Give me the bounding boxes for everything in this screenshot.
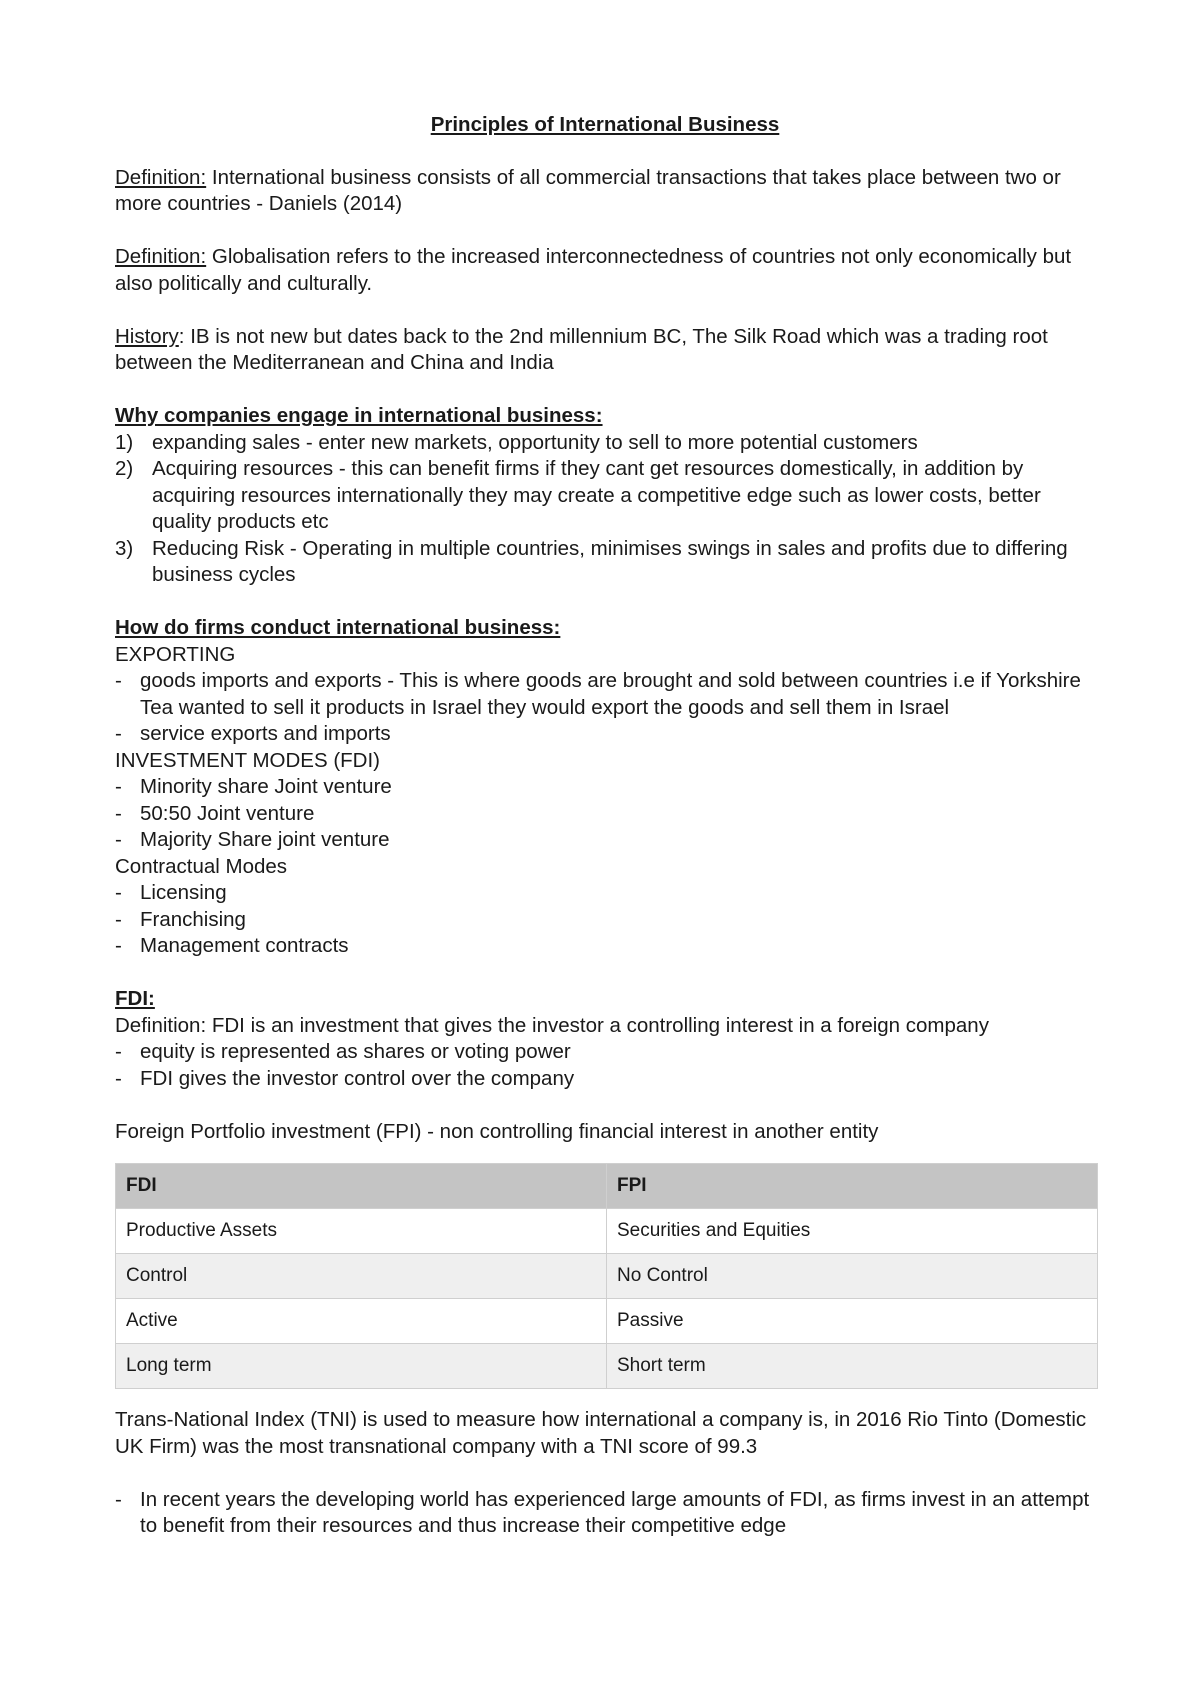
dash-bullet: - [115,1040,122,1063]
list-item [115,721,1095,748]
list-item [115,907,1095,934]
table-cell: Securities and Equities [607,1209,1098,1254]
table-cell: Active [116,1299,607,1344]
dash-bullet: - [115,722,122,745]
dash-bullet: - [115,801,122,825]
contractual-list [115,880,1095,960]
list-number: 3) [115,536,134,560]
table-cell: No Control [607,1254,1098,1299]
definition-ib [115,165,1095,218]
table-cell: Control [116,1254,607,1299]
fdi-heading: FDI: [115,987,155,1010]
definition-ib-label: Definition: [115,165,207,189]
list-item [115,1039,1095,1066]
table-row [116,1209,1098,1254]
list-item-text: 50:50 Joint venture [140,801,315,825]
history-label: History [115,324,179,348]
definition-globalisation-label: Definition: [115,245,207,268]
fdi-definition: Definition: FDI is an investment that gives the investor a controlling interest in a foreign company [115,1013,989,1037]
table-cell: Passive [607,1299,1098,1344]
list-item [115,668,1095,721]
tni-list [115,1487,1095,1540]
investment-label: INVESTMENT MODES (FDI) [115,748,380,772]
list-item [115,430,1095,457]
table-row [116,1299,1098,1344]
fdi-list [115,1039,1095,1092]
exporting-list [115,668,1095,748]
definition-globalisation [115,244,1095,297]
dash-bullet: - [115,775,122,798]
table-header-row [116,1164,1098,1209]
why-list [115,430,1095,589]
fdi-fpi-table [115,1163,1098,1389]
table-header-cell: FPI [607,1164,1098,1209]
tni-paragraph: Trans-National Index (TNI) is used to measure how international a company is, in 2016 Rio Tinto (Domestic UK Firm) was the most transnational company with a TNI score of 99.3 [115,1408,1087,1458]
table-row [116,1254,1098,1299]
list-item-text: Acquiring resources - this can benefit firms if they cant get resources domestically, in addition by acquiring resources internationally they may create a competitive edge such as lower costs, better quality products etc [152,457,1041,533]
dash-bullet: - [115,907,122,931]
list-item-text: Minority share Joint venture [140,775,392,798]
exporting-label: EXPORTING [115,642,236,666]
history-text: : IB is not new but dates back to the 2nd millennium BC, The Silk Road which was a trading root between the Mediterranean and China and India [115,324,1048,374]
dash-bullet: - [115,934,122,957]
why-heading: Why companies engage in international business: [115,404,603,427]
list-item [115,456,1095,536]
list-item-text: service exports and imports [140,722,391,745]
history-paragraph [115,324,1095,377]
document-page [115,112,1095,1540]
list-item [115,827,1095,854]
fpi-paragraph: Foreign Portfolio investment (FPI) - non controlling financial interest in another entity [115,1119,879,1143]
dash-bullet: - [115,881,122,904]
list-item-text: Reducing Risk - Operating in multiple countries, minimises swings in sales and profits due to differing business cycles [152,536,1068,586]
list-item-text: Management contracts [140,934,349,957]
table-header-cell: FDI [116,1164,607,1209]
list-item-text: expanding sales - enter new markets, opportunity to sell to more potential customers [152,430,918,454]
definition-ib-text: International business consists of all commercial transactions that takes place between two or more countries - Daniels (2014) [115,165,1061,215]
list-number: 1) [115,430,134,454]
list-item-text: Majority Share joint venture [140,828,390,851]
list-item-text: Franchising [140,907,246,931]
table-cell: Long term [116,1344,607,1389]
list-item-text: equity is represented as shares or voting power [140,1040,571,1063]
list-item [115,774,1095,801]
table-row [116,1344,1098,1389]
list-item-text: goods imports and exports - This is where goods are brought and sold between countries i.e if Yorkshire Tea wanted to sell it products in Israel they would export the goods and sell them in Israel [140,669,1081,719]
list-number: 2) [115,457,134,480]
list-item-text: In recent years the developing world has experienced large amounts of FDI, as firms invest in an attempt to benefit from their resources and thus increase their competitive edge [140,1487,1090,1537]
table-cell: Productive Assets [116,1209,607,1254]
list-item-text: FDI gives the investor control over the company [140,1066,575,1090]
list-item [115,880,1095,907]
dash-bullet: - [115,1487,122,1511]
list-item [115,1487,1095,1540]
contractual-label: Contractual Modes [115,854,288,878]
dash-bullet: - [115,669,122,692]
table-cell: Short term [607,1344,1098,1389]
list-item [115,933,1095,960]
list-item [115,801,1095,828]
list-item [115,536,1095,589]
how-heading: How do firms conduct international business: [115,616,561,639]
dash-bullet: - [115,828,122,851]
definition-globalisation-text: Globalisation refers to the increased interconnectedness of countries not only economically but also politically and culturally. [115,245,1072,295]
document-title: Principles of International Business [430,113,780,136]
dash-bullet: - [115,1066,122,1090]
investment-list [115,774,1095,854]
list-item-text: Licensing [140,881,227,904]
list-item [115,1066,1095,1093]
